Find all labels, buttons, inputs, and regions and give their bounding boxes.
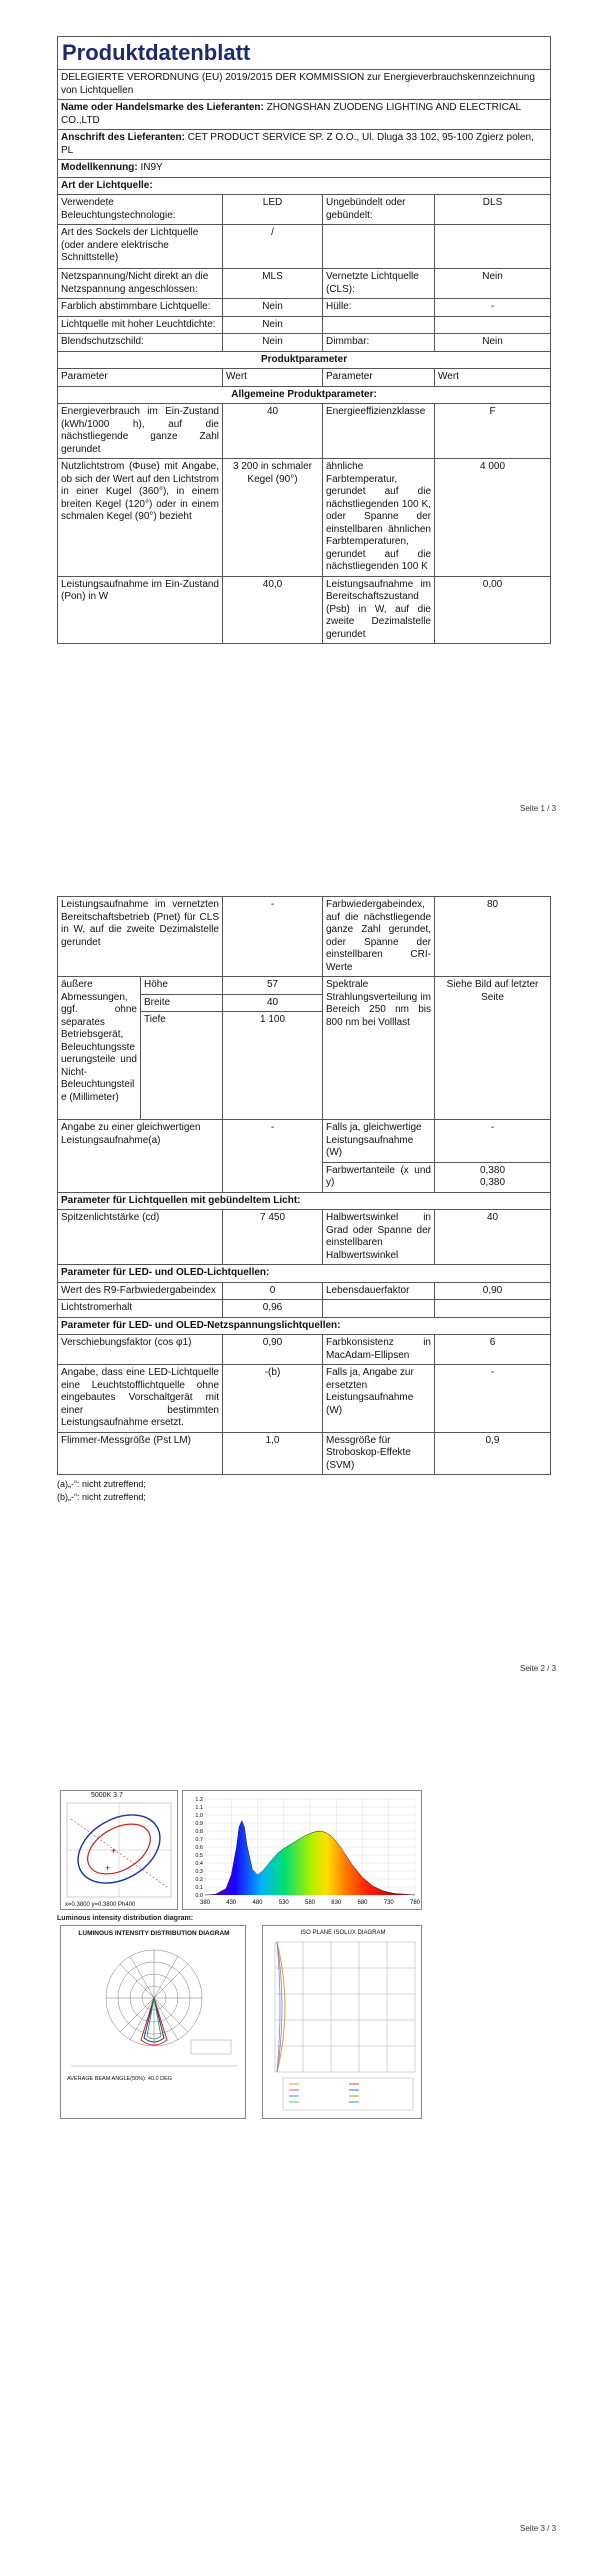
chroma-values bbox=[435, 1162, 551, 1192]
polar-caption: AVERAGE BEAM ANGLE(50%): 40.0 DEG bbox=[67, 2076, 173, 2082]
spectrum-x-ticks bbox=[200, 1900, 421, 1906]
replace-w-label: Falls ja, Angabe zur ersetzten Leistungsaufnahme (W) bbox=[323, 1365, 435, 1433]
antiglare-value: Nein bbox=[223, 334, 323, 352]
page-number-3: Seite 3 / 3 bbox=[520, 2524, 557, 2533]
eclass-value: F bbox=[435, 404, 551, 459]
footnote-a: (a)„-“: nicht zutreffend; bbox=[57, 1479, 146, 1489]
page-title: Produktdatenblatt bbox=[58, 37, 551, 70]
psb-value: 0,00 bbox=[435, 576, 551, 644]
spectral-label: Spektrale Strahlungsverteilung im Bereich 250 nm bis 800 nm bei Volllast bbox=[323, 977, 435, 1120]
depth-label: Tiefe bbox=[141, 1012, 223, 1120]
svg-text:+: + bbox=[111, 1846, 117, 1856]
dimmable-value: Nein bbox=[435, 334, 551, 352]
cie-label: 5000K 3.7 bbox=[91, 1792, 123, 1799]
flicker-label: Flimmer-Messgröße (Pst LM) bbox=[58, 1432, 223, 1475]
cie-ellipse-svg bbox=[61, 1799, 179, 1907]
chroma-label: Farbwertanteile (x und y) bbox=[323, 1162, 435, 1192]
height-label: Höhe bbox=[141, 977, 223, 995]
spectrum-x-tick-label: 580 bbox=[304, 1900, 316, 1906]
dimmable-label: Dimmbar: bbox=[323, 334, 435, 352]
pon-label: Leistungsaufnahme im Ein-Zustand (Pon) in W bbox=[58, 576, 223, 644]
highlum-value: Nein bbox=[223, 316, 323, 334]
directional-header: Parameter für Lichtquellen mit gebündeltem Licht: bbox=[58, 1192, 551, 1210]
chroma-y: 0,380 bbox=[479, 1177, 506, 1188]
equiv-label: Angabe zu einer gleichwertigen Leistungsaufnahme(a) bbox=[58, 1120, 223, 1193]
psb-label: Leistungsaufnahme im Bereitschaftszustand (Psb) in W, auf die zweite Dezimalstelle gerundet bbox=[323, 576, 435, 644]
maint-value: 0,96 bbox=[223, 1300, 323, 1318]
cosphi-value: 0,90 bbox=[223, 1335, 323, 1365]
col-param-1: Parameter bbox=[58, 369, 223, 387]
depth-value: 1 100 bbox=[223, 1012, 323, 1120]
tech-value: LED bbox=[223, 195, 323, 225]
led-header: Parameter für LED- und OLED-Lichtquellen: bbox=[58, 1265, 551, 1283]
replace-label: Angabe, dass eine LED-Lichtquelle eine Leuchtstofflichtquelle ohne eingebautes Vorschaltgerät mit einer bestimmten Leistungsaufnahme ersetzt. bbox=[58, 1365, 223, 1433]
pnet-label: Leistungsaufnahme im vernetzten Bereitschaftsbetrieb (Pnet) für CLS in W, auf die zweite Dezimalstelle gerundet bbox=[58, 897, 223, 977]
spectrum-y-tick-label: 0.4 bbox=[195, 1861, 203, 1867]
cri-value: 80 bbox=[435, 897, 551, 977]
spectrum-x-tick-label: 380 bbox=[199, 1900, 211, 1906]
r9-value: 0 bbox=[223, 1282, 323, 1300]
cover-value: - bbox=[435, 299, 551, 317]
general-header: Allgemeine Produktparameter: bbox=[58, 386, 551, 404]
address-value: CET PRODUCT SERVICE SP. Z O.O., Ul. Dluga 33 102, 95-100 Zgierz polen, PL bbox=[61, 132, 534, 156]
cct-label: ähnliche Farbtemperatur, gerundet auf die nächstliegenden 100 K, oder Spanne der einstellbaren ähnlichen Farbtemperaturen, gerundet auf die nächstliegenden 100 K bbox=[323, 459, 435, 577]
flux-label: Nutzlichtstrom (Φuse) mit Angabe, ob sich der Wert auf den Lichtstrom in einer Kugel (360°), in einem breiten Kegel (120°) oder in einem schmalen Kegel (90°) bezieht bbox=[58, 459, 223, 577]
cri-label: Farbwiedergabeindex, auf die nächstliegende ganze Zahl gerundet, oder Spanne der einstellbaren CRI-Werte bbox=[323, 897, 435, 977]
unbundled-value: DLS bbox=[435, 195, 551, 225]
equiv-w-label: Falls ja, gleichwertige Leistungsaufnahme (W) bbox=[323, 1120, 435, 1163]
pon-value: 40,0 bbox=[223, 576, 323, 644]
connected-label: Vernetzte Lichtquelle (CLS): bbox=[323, 269, 435, 299]
page-1 bbox=[57, 36, 550, 644]
spectrum-y-tick-label: 0.1 bbox=[195, 1885, 203, 1891]
page-number-2: Seite 2 / 3 bbox=[520, 1664, 557, 1673]
spectrum-y-ticks bbox=[195, 1797, 203, 1899]
svg-text:+: + bbox=[105, 1863, 111, 1873]
spectrum-y-tick-label: 0.5 bbox=[195, 1853, 203, 1859]
mainsled-header: Parameter für LED- und OLED-Netzspannungslichtquellen: bbox=[58, 1317, 551, 1335]
spectrum-y-tick-label: 0.6 bbox=[195, 1845, 203, 1851]
beam-label: Halbwertswinkel in Grad oder Spanne der einstellbaren Halbwertswinkel bbox=[323, 1210, 435, 1265]
spectrum-y-tick-label: 0.3 bbox=[195, 1869, 203, 1875]
tunable-label: Farblich abstimmbare Lichtquelle: bbox=[58, 299, 223, 317]
page-number-1: Seite 1 / 3 bbox=[520, 804, 557, 813]
cosphi-label: Verschiebungsfaktor (cos φ1) bbox=[58, 1335, 223, 1365]
connected-value: Nein bbox=[435, 269, 551, 299]
dims-label: äußere Abmessungen, ggf. ohne separates Betriebsgerät, Beleuchtungssteuerungsteile und Nicht-Beleuchtungsteile (Millimeter) bbox=[58, 977, 141, 1120]
unbundled-label: Ungebündelt oder gebündelt: bbox=[323, 195, 435, 225]
svm-label: Messgröße für Stroboskop-Effekte (SVM) bbox=[323, 1432, 435, 1475]
polar-title: LUMINOUS INTENSITY DISTRIBUTION DIAGRAM bbox=[78, 1930, 230, 1937]
replace-w-value: - bbox=[435, 1365, 551, 1433]
tech-label: Verwendete Beleuchtungstechnologie: bbox=[58, 195, 223, 225]
socket-label: Art des Sockels der Lichtquelle (oder andere elektrische Schnittstelle) bbox=[58, 225, 223, 269]
address-label: Anschrift des Lieferanten: bbox=[61, 132, 185, 143]
col-value-1: Wert bbox=[223, 369, 323, 387]
spectrum-y-tick-label: 1.0 bbox=[195, 1813, 203, 1819]
spectral-value: Siehe Bild auf letzter Seite bbox=[435, 977, 551, 1120]
r9-label: Wert des R9-Farbwiedergabeindex bbox=[58, 1282, 223, 1300]
macadam-label: Farbkonsistenz in MacAdam-Ellipsen bbox=[323, 1335, 435, 1365]
eclass-label: Energieeffizienzklasse bbox=[323, 404, 435, 459]
chroma-x: 0,380 bbox=[479, 1164, 506, 1176]
regulation-text: DELEGIERTE VERORDNUNG (EU) 2019/2015 DER KOMMISSION zur Energieverbrauchskennzeichnung von Lichtquellen bbox=[58, 70, 551, 100]
maint-label: Lichtstromerhalt bbox=[58, 1300, 223, 1318]
address-row bbox=[58, 130, 551, 160]
spectrum-x-tick-label: 680 bbox=[357, 1900, 368, 1906]
datasheet-table-2 bbox=[57, 896, 551, 1475]
cie-diagram bbox=[60, 1790, 178, 1910]
spectrum-y-tick-label: 0.7 bbox=[195, 1837, 203, 1843]
isolux-diagram bbox=[262, 1925, 422, 2119]
isolux-svg bbox=[263, 1938, 423, 2118]
tunable-value: Nein bbox=[223, 299, 323, 317]
supplier-row bbox=[58, 100, 551, 130]
col-value-2: Wert bbox=[435, 369, 551, 387]
spectrum-y-tick-label: 0.0 bbox=[195, 1893, 203, 1899]
replace-value: -(b) bbox=[223, 1365, 323, 1433]
spectrum-y-tick-label: 0.8 bbox=[195, 1829, 203, 1835]
lifetime-label: Lebensdauerfaktor bbox=[323, 1282, 435, 1300]
polar-diagram bbox=[60, 1925, 246, 2119]
peak-label: Spitzenlichtstärke (cd) bbox=[58, 1210, 223, 1265]
params-header: Produktparameter bbox=[58, 351, 551, 369]
spectrum-x-tick-label: 430 bbox=[226, 1900, 237, 1906]
supplier-value: ZHONGSHAN ZUODENG LIGHTING AND ELECTRICAL CO.,LTD bbox=[61, 102, 521, 126]
cie-caption: x=0.3800 y=0.3800 Ph400 bbox=[65, 1902, 136, 1908]
spectrum-y-tick-label: 1.2 bbox=[195, 1797, 203, 1803]
model-value: IN9Y bbox=[140, 162, 163, 173]
antiglare-label: Blendschutzschild: bbox=[58, 334, 223, 352]
spectrum-y-tick-label: 0.2 bbox=[195, 1877, 203, 1883]
mains-value: MLS bbox=[223, 269, 323, 299]
highlum-label: Lichtquelle mit hoher Leuchtdichte: bbox=[58, 316, 223, 334]
cover-label: Hülle: bbox=[323, 299, 435, 317]
beam-value: 40 bbox=[435, 1210, 551, 1265]
supplier-label: Name oder Handelsmarke des Lieferanten: bbox=[61, 102, 264, 113]
energy-value: 40 bbox=[223, 404, 323, 459]
peak-value: 7 450 bbox=[223, 1210, 323, 1265]
col-param-2: Parameter bbox=[323, 369, 435, 387]
macadam-value: 6 bbox=[435, 1335, 551, 1365]
model-label: Modellkennung: bbox=[61, 162, 138, 173]
equiv-value: - bbox=[223, 1120, 323, 1193]
height-value: 57 bbox=[223, 977, 323, 995]
equiv-w-value: - bbox=[435, 1120, 551, 1163]
spectrum-svg bbox=[183, 1791, 423, 1911]
mains-label: Netzspannung/Nicht direkt an die Netzspannung angeschlossen: bbox=[58, 269, 223, 299]
spectrum-x-tick-label: 780 bbox=[409, 1900, 421, 1906]
spectrum-x-tick-label: 630 bbox=[331, 1900, 342, 1906]
datasheet-table-1 bbox=[57, 36, 551, 644]
pnet-value: - bbox=[223, 897, 323, 977]
isolux-title: ISO PLANE ISOLUX DIAGRAM bbox=[300, 1930, 386, 1936]
cct-value: 4 000 bbox=[435, 459, 551, 577]
lifetime-value: 0,90 bbox=[435, 1282, 551, 1300]
spectrum-y-tick-label: 1.1 bbox=[195, 1805, 203, 1811]
spectrum-x-tick-label: 480 bbox=[252, 1900, 263, 1906]
width-value: 40 bbox=[223, 994, 323, 1012]
footnote-b: (b)„-“: nicht zutreffend; bbox=[57, 1492, 146, 1502]
energy-label: Energieverbrauch im Ein-Zustand (kWh/1000 h), auf die nächstliegende ganze Zahl gerundet bbox=[58, 404, 223, 459]
spectrum-y-tick-label: 0.9 bbox=[195, 1821, 203, 1827]
socket-value: / bbox=[223, 225, 323, 269]
model-row bbox=[58, 160, 551, 178]
flicker-value: 1,0 bbox=[223, 1432, 323, 1475]
spectrum-x-tick-label: 730 bbox=[383, 1900, 394, 1906]
light-source-type-header: Art der Lichtquelle: bbox=[58, 177, 551, 195]
spectrum-x-tick-label: 530 bbox=[278, 1900, 289, 1906]
polar-svg bbox=[61, 1940, 247, 2110]
flux-value: 3 200 in schmaler Kegel (90°) bbox=[223, 459, 323, 577]
page-2 bbox=[57, 896, 550, 1504]
svm-value: 0,9 bbox=[435, 1432, 551, 1475]
spectrum-chart bbox=[182, 1790, 422, 1910]
intensity-caption: Luminous intensity distribution diagram: bbox=[57, 1915, 194, 1922]
width-label: Breite bbox=[141, 994, 223, 1012]
